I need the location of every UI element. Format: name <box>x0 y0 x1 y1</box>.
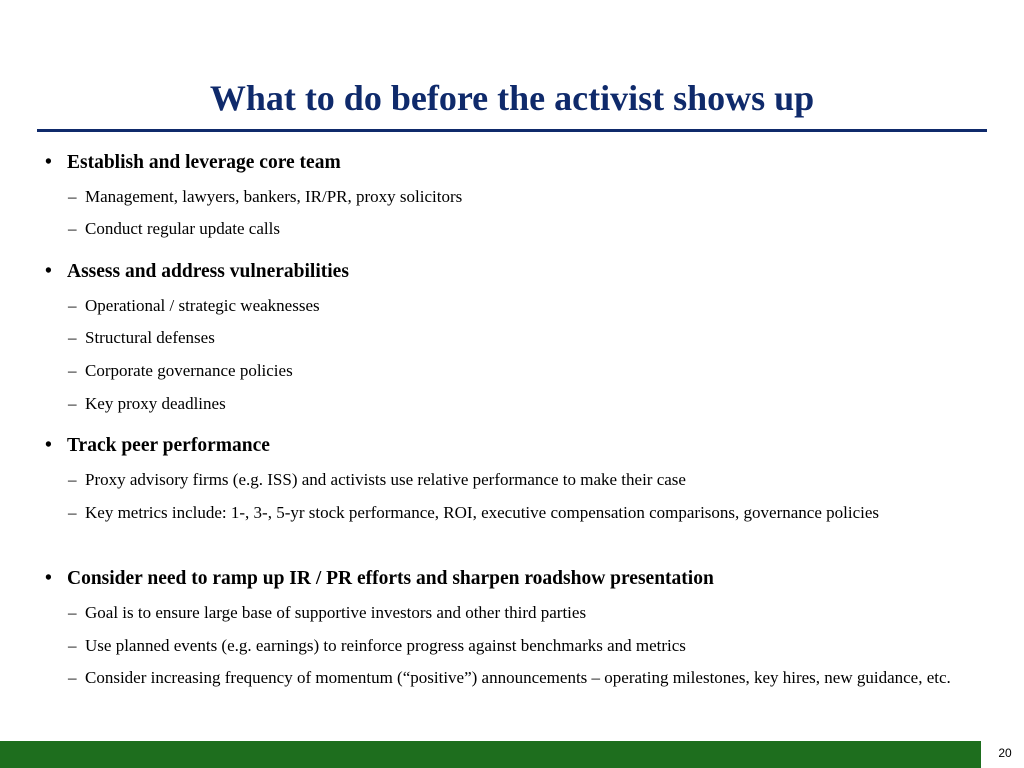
dash-icon: – <box>68 470 77 489</box>
dash-icon: – <box>68 296 77 315</box>
dash-icon: – <box>68 603 77 622</box>
list-item: – Goal is to ensure large base of supportive investors and other third parties <box>68 601 968 625</box>
list-item: – Key proxy deadlines <box>68 392 968 416</box>
dash-icon: – <box>68 219 77 238</box>
list-item: – Operational / strategic weaknesses <box>68 294 968 318</box>
dash-icon: – <box>68 361 77 380</box>
list-item: – Management, lawyers, bankers, IR/PR, proxy solicitors <box>68 185 968 209</box>
bullet-icon: • <box>45 261 52 282</box>
dash-icon: – <box>68 187 77 206</box>
slide-title: What to do before the activist shows up <box>209 78 815 118</box>
dash-icon: – <box>68 503 77 522</box>
list-item: – Corporate governance policies <box>68 359 968 383</box>
list-item: – Structural defenses <box>68 326 968 350</box>
dash-icon: – <box>68 636 77 655</box>
bullet-icon: • <box>45 568 52 589</box>
list-item: – Key metrics include: 1-, 3-, 5-yr stock performance, ROI, executive compensation comparisons, governance policies <box>68 501 968 525</box>
dash-icon: – <box>68 328 77 347</box>
footer-bar <box>0 741 981 768</box>
title-divider <box>37 129 987 132</box>
list-item: – Conduct regular update calls <box>68 217 968 241</box>
list-item: – Proxy advisory firms (e.g. ISS) and activists use relative performance to make their case <box>68 468 968 492</box>
list-item: – Use planned events (e.g. earnings) to reinforce progress against benchmarks and metrics <box>68 634 968 658</box>
bullet-icon: • <box>45 152 52 173</box>
bullet-icon: • <box>45 435 52 456</box>
dash-icon: – <box>68 394 77 413</box>
dash-icon: – <box>68 668 77 687</box>
page-number: 20 <box>998 746 1012 760</box>
list-item: – Consider increasing frequency of momentum (“positive”) announcements – operating milestones, key hires, new guidance, etc. <box>68 666 968 690</box>
